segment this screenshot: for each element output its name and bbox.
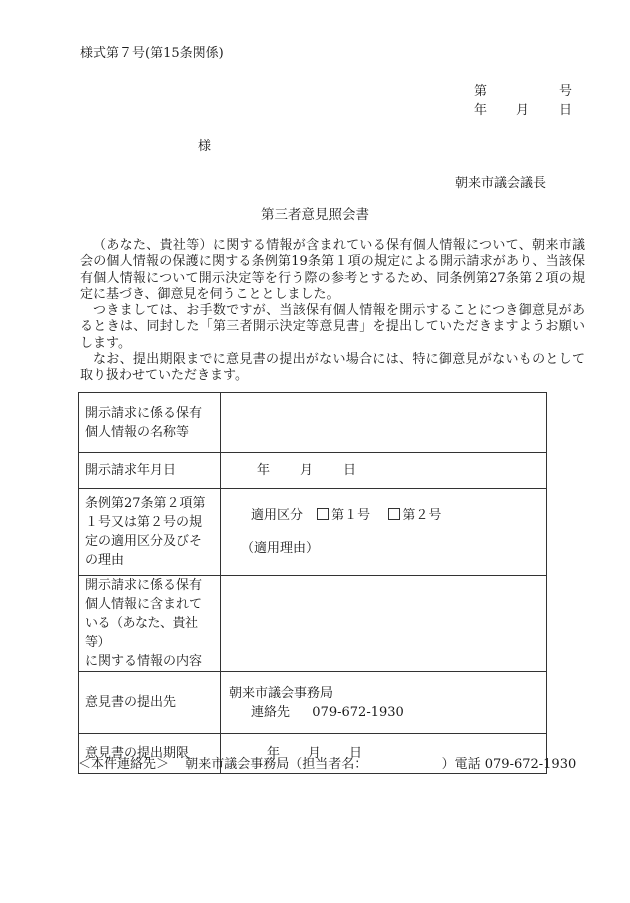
footer-contact	[78, 757, 576, 773]
date-year: 年	[474, 103, 488, 118]
row-label-info-name: 開示請求に係る保有 個人情報の名称等	[79, 393, 221, 453]
category-value	[221, 489, 547, 576]
row-label-deadline: 意見書の提出期限	[79, 734, 221, 774]
row-label-info-content: 開示請求に係る保有 個人情報に含まれて いる（あなた、貴社等） に関する情報の内容	[79, 576, 221, 672]
option1-checkbox[interactable]	[317, 508, 329, 520]
doc-no-prefix: 第	[474, 84, 488, 99]
table-row	[79, 453, 547, 489]
table-row	[79, 672, 547, 734]
footer-phone-label: ）電話	[441, 757, 481, 772]
footer-contact-label: ＜本件連絡先＞	[78, 757, 170, 772]
row-label-request-date: 開示請求年月日	[79, 453, 221, 489]
addressee-suffix: 様	[198, 139, 212, 154]
form-number: 様式第７号(第15条関係)	[80, 46, 224, 61]
office-name: 朝来市議会事務局	[229, 685, 334, 701]
sender: 朝来市議会議長	[455, 176, 547, 191]
row-label-submit-to: 意見書の提出先	[79, 672, 221, 734]
info-content-value[interactable]	[221, 576, 547, 672]
contact-label: 連絡先	[251, 704, 291, 720]
contact-phone: 079-672-1930	[312, 704, 404, 720]
info-name-value[interactable]	[221, 393, 547, 453]
option2-checkbox[interactable]	[388, 508, 400, 520]
footer-phone: 079-672-1930	[484, 757, 577, 772]
deadline-value[interactable]: 年 月 日	[221, 734, 547, 774]
row-label-category: 条例第27条第２項第 １号又は第２号の規 定の適用区分及びそ の理由	[79, 489, 221, 576]
submit-to-value	[221, 672, 547, 734]
body-paragraph: つきましては、お手数ですが、当該保有個人情報を開示することにつき御意見があるときは、同封した「第三者開示決定等意見書」を提出していただきますようお願いします。	[80, 303, 585, 351]
option2-label: 第２号	[402, 508, 442, 523]
option1-label: 第１号	[331, 508, 371, 523]
table-row	[79, 393, 547, 453]
footer-office: 朝来市議会事務局（担当者名：	[185, 757, 368, 772]
reason-label: （適用理由）	[241, 541, 320, 556]
info-table	[78, 392, 547, 774]
request-date-value[interactable]: 年 月 日	[221, 453, 547, 489]
table-row	[79, 576, 547, 672]
category-label: 適用区分	[251, 508, 304, 523]
date-month: 月	[516, 103, 530, 118]
document-title: 第三者意見照会書	[261, 207, 369, 223]
table-row	[79, 489, 547, 576]
body-text	[80, 238, 585, 385]
date-day: 日	[559, 103, 573, 118]
body-paragraph: （あなた、貴社等）に関する情報が含まれている保有個人情報について、朝来市議会の個人情報の保護に関する条例第19条第１項の規定による開示請求があり、当該保有個人情報について開示決定等を行う際の参考とするため、同条例第27条第２項の規定に基づき、御意見を伺うこととしました。	[80, 238, 585, 302]
body-paragraph: なお、提出期限までに意見書の提出がない場合には、特に御意見がないものとして取り扱わせていただきます。	[80, 352, 585, 384]
doc-no-suffix: 号	[559, 84, 573, 99]
